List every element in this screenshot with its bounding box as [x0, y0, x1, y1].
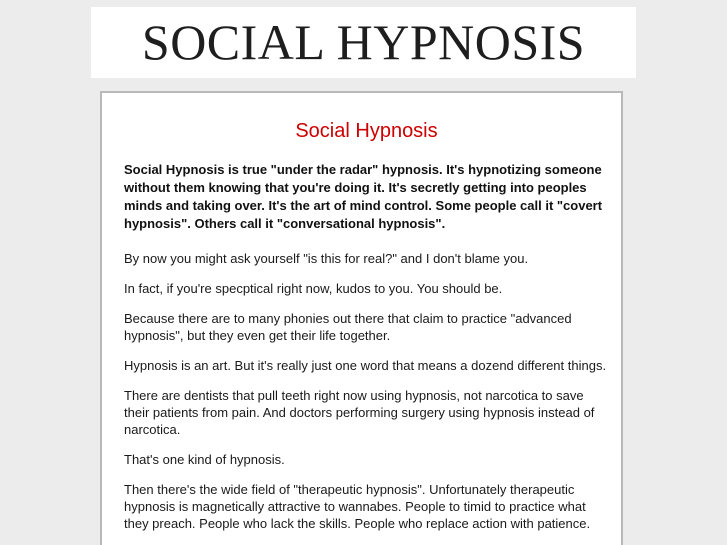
paragraph-2: In fact, if you're specptical right now, kudos to you. You should be. — [124, 281, 503, 296]
intro-paragraph: Social Hypnosis is true "under the radar" hypnosis. It's hypnotizing someone without them knowing that you're doing it. It's secretly getting into peoples minds and taking over. It's the art of mind control. Some people call it "covert hypnosis". Others call it "conversational hypnosis". — [124, 162, 603, 231]
paragraph-4: Hypnosis is an art. But it's really just one word that means a dozend different things. — [124, 358, 607, 373]
article — [124, 93, 609, 532]
site-banner — [91, 7, 636, 78]
paragraph-3: Because there are to many phonies out there that claim to practice "advanced hypnosis", but they even get their life together. — [124, 311, 572, 343]
paragraph-6: That's one kind of hypnosis. — [124, 452, 285, 467]
page-title: Social Hypnosis — [295, 120, 438, 142]
content-box — [100, 91, 623, 545]
paragraph-5: There are dentists that pull teeth right now using hypnosis, not narcotica to save their patients from pain. And doctors performing surgery using hypnosis instead of narcotica. — [124, 388, 595, 437]
paragraph-1: By now you might ask yourself "is this for real?" and I don't blame you. — [124, 251, 529, 266]
paragraph-7: Then there's the wide field of "therapeutic hypnosis". Unfortunately therapeutic hypnosis is magnetically attractive to wannabes. People to timid to practice what they preach. People who lack the skills. People who replace action with patience. — [124, 482, 591, 531]
site-logo-text: SOCIAL HYPNOSIS — [141, 14, 586, 70]
